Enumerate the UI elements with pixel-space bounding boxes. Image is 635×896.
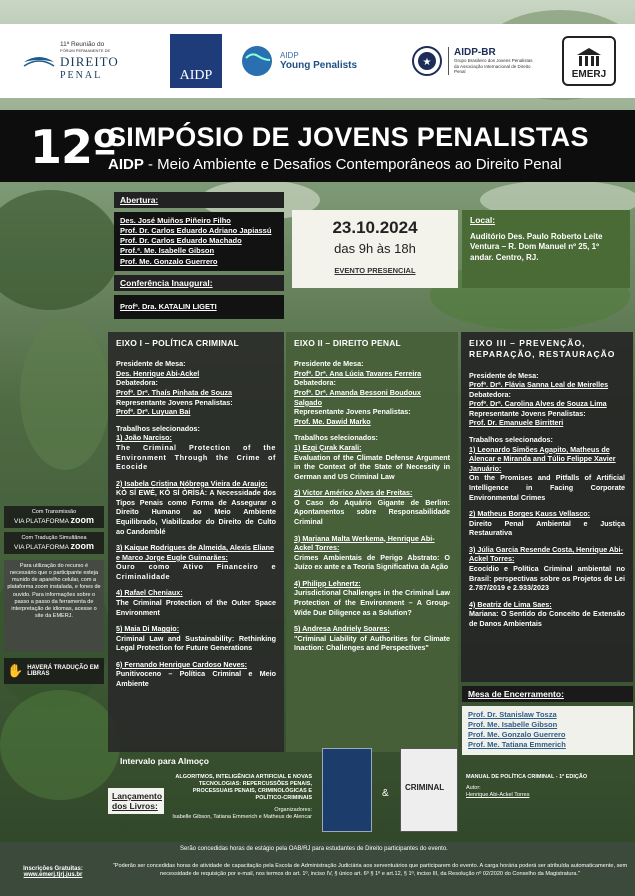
svg-text:★: ★ [422,57,432,68]
book2-cover: CRIMINAL [400,748,458,832]
paper-author: 3) Júlia Garcia Resende Costa, Henrique Abi-Ackel Torres: [469,544,623,564]
eixo-2-column: EIXO II – DIREITO PENAL Presidente de Mesa: Profª. Drª. Ana Lúcia Tavares Ferreira Debatedora: Profª. Drª. Amanda Bessoni Boudoux Salgado Representante Jovens Penalistas: Prof. Me. Dawid Marko Trabalhos selecionados: 1) Ezgi Çırak Karali: Evaluation of the Climate Defense Argument in the Context of the State of Necessity in German and US Criminal Law 2) Victor Américo Alves de Freitas: O Caso do Aquário Gigante de Berlim: Apontamentos sobre Responsabilidade Criminal 3) Mariana Malta Werkema, Henrique Abi-Ackel Torres: Crimes Ambientais de Perigo Abstrato: O Juízo ex ante e a Teoria Significativa da Ação 4) Philipp Lehnertz: Jurisdictional Challenges in the Criminal Law Protection of the Environment – A Group-Wide Due Diligence as a Solution? 5) Andresa Andriely Soares: "Criminal Liability of Authorities for Climate Inaction: Challenges and Perspectives" [286,332,458,752]
emerj-logo: EMERJ [562,24,618,98]
young-penalists-logo: AIDP Young Penalists [240,24,400,98]
globe-icon [240,44,274,78]
paper-author: 4) Beatriz de Lima Saes: [469,599,552,609]
eixo-1-heading: EIXO I – POLÍTICA CRIMINAL [116,338,239,348]
stars-circle-icon [412,46,442,76]
paper-title: Evaluation of the Climate Defense Argument in the Context of the State of Necessity in German and US Criminal Law [294,452,450,481]
paper-title: Ecocídio e Política Criminal ambiental no Brasil: perspectivas sobre os Projetos de Lei 2.787/2019 e 2.933/2023 [469,564,625,593]
eixo-1-column: EIXO I – POLÍTICA CRIMINAL Presidente de Mesa: Des. Henrique Abi-Ackel Debatedora: Profª. Drª. Thaís Pinhata de Souza Representante Jovens Penalistas: Profª. Drª. Luyuan Bai Trabalhos selecionados: 1) João Narciso: The Criminal Protection of the Environment Through the Crime of Ecocide 2) Isabela Cristina Nóbrega Vieira de Araujo: KÒ SÍ EWÉ, KÒ SÍ ÒRÌSÀ: A Necessidade dos Tipos Penais como Forma de Assegurar o Direito Humano ao Meio Ambiente Equilibrado, Viabilizador do Direito de Culto ao Candomblé 3) Kaique Rodrigues de Almeida, Alexis Eliane e Marco Jorge Eugle Guimarães: Ouro como Ativo Financeiro e Criminalidade 4) Rafael Cheniaux: The Criminal Protection of the Outer Space Environment 5) Maia Di Maggio: Criminal Law and Sustainability: Rethinking Legal Protection for Future Generations 6) Fernando Henrique Cardoso Neves: Punitivoceno – Política Criminal e Meio Ambiente [108,332,284,752]
book-icon [22,50,56,72]
oab-note: Serão concedidas horas de estágio pela OAB/RJ para estudantes de Direito participantes do evento. [180,846,448,852]
paper-title: The Criminal Protection of the Environment Through the Crime of Ecocide [116,442,276,472]
zoom-info: Para utilização do recurso é necessário que o participante esteja munido de aparelho celular, com a plataforma zoom instalada, e fones de ouvido. Para informações sobre o passo a passo da ferramenta de interpretação de idiomas, acesse o site da EMERJ. [4,560,104,652]
paper-title: Direito Penal Ambiental e Justiça Restaurativa [469,518,625,538]
paper-title: Criminal Law and Sustainability: Rethinking Legal Protection for Future Generations [116,633,276,653]
paper-author: 4) Rafael Cheniaux: [116,588,183,598]
paper-author: 6) Fernando Henrique Cardoso Neves: [116,659,247,669]
abertura-list [114,212,284,271]
hands-icon: ✋ [7,663,24,678]
inscricoes: Inscrições Gratuitas: www.emerj.tjrj.jus.br [8,866,98,878]
paper-author: 1) Leonardo Simões Agapito, Matheus de Alencar e Miranda and Túlio Felippe Xavier Januário: [469,444,616,473]
book1-info: ALGORITMOS, INTELIGÊNCIA ARTIFICIAL E NOVAS TECNOLOGIAS: REPERCUSSÕES PENAIS, PROCESSUAIS PENAIS, CRIMINOLÓGICAS E POLÍTICO-CRIMINAIS Organizadores: Isabelle Gibson, Tatiana Emmerich e Matheus de Alencar [172,774,312,820]
intervalo-label: Intervalo para Almoço [120,756,209,766]
encerramento-name: Prof. Dr. Stanislaw Tosza [468,710,557,719]
paper-author: 5) Andresa Andriely Soares: [294,624,390,634]
paper-title: Mariana: O Sentido do Conceito de Extensão de Danos Ambientais [469,609,625,628]
aidp-br-logo: ★ AIDP-BR Grupo Brasileiro dos Jovens Penalistas da Associação Internacional de Direito Penal [412,24,542,98]
event-title: SIMPÓSIO DE JOVENS PENALISTAS [108,122,589,152]
abertura-name: Des. José Muiños Piñeiro Filho [120,216,231,225]
abertura-name: Prof. Dr. Carlos Eduardo Machado [120,236,242,246]
date-box [292,210,458,288]
zoom-traducao: Com Tradução Simultânea VIA PLATAFORMA zoom [4,532,104,554]
ampersand: & [382,788,389,799]
event-time: das 9h às 18h [334,241,416,256]
event-subtitle: AIDP - Meio Ambiente e Desafios Contemporâneos ao Direito Penal [108,156,562,173]
paper-title: Punitivoceno – Política Criminal e Meio Ambiente [116,669,276,689]
paper-author: 5) Maia Di Maggio: [116,624,180,634]
eixo-2-heading: EIXO II – DIREITO PENAL [294,338,401,348]
local-address: Auditório Des. Paulo Roberto Leite Ventura – R. Dom Manuel nº 25, 1º andar. Centro, RJ. [470,232,603,262]
paper-author: 3) Mariana Malta Werkema, Henrique Abi-Ackel Torres: [294,533,435,553]
paper-title: Crimes Ambientais de Perigo Abstrato: O Juízo ex ante e a Teoria Significativa da Ação [294,552,450,572]
paper-title: "Criminal Liability of Authorities for Climate Inaction: Challenges and Perspectives" [294,633,450,653]
paper-author: 3) Kaique Rodrigues de Almeida, Alexis Eliane e Marco Jorge Eugle Guimarães: [116,543,275,562]
paper-author: 4) Philipp Lehnertz: [294,578,361,588]
paper-author: 2) Victor Américo Alves de Freitas: [294,488,413,498]
inscricoes-link[interactable]: www.emerj.tjrj.jus.br [23,872,83,878]
title-band [0,110,635,182]
paper-author: 2) Isabela Cristina Nóbrega Vieira de Araujo: [116,478,268,488]
logos-bar [0,24,635,98]
event-date: 23.10.2024 [332,218,418,237]
book2-info: MANUAL DE POLÍTICA CRIMINAL - 1ª EDIÇÃO Autor: Henrique Abi-Ackel Torres [466,774,588,799]
lancamento-label: Lançamento dos Livros: [108,788,164,814]
paper-author: 1) João Narciso: [116,433,172,443]
capacitacao-note: "Poderão ser concedidas horas de atividade de capacitação pela Escola de Administração Judiciária aos serventuários que participarem do evento. A carga horária poderá ser atribuída automaticamente, sem necessidade de requisição por e-mail, nos termos do art. 1º, inciso IV, § único art. 6º § 1º e art.12, § 1º, inciso III, da Resolução nº 02/2020 do Conselho da Magistratura." [112,863,628,878]
edition-number: 12º [30,120,117,174]
zoom-transmissao: Com Transmissão VIA PLATAFORMA zoom [4,506,104,528]
paper-title: Ouro como Ativo Financeiro e Criminalidade [116,562,276,581]
event-type: EVENTO PRESENCIAL [334,266,416,275]
paper-title: Jurisdictional Challenges in the Criminal Law Protection of the Environment – A Group-Wide Due Diligence as a Solution? [294,588,450,617]
forum-logo: 11ª Reunião do FÓRUM PERMANENTE DE DIREITO PENAL [22,24,152,98]
paper-title: On the Promises and Pitfalls of Artificial Intelligence in Facing Corporate Environmental Crimes [469,473,625,502]
paper-title: KÒ SÍ EWÉ, KÒ SÍ ÒRÌSÀ: A Necessidade dos Tipos Penais como Forma de Assegurar o Direito Humano ao Meio Ambiente Equilibrado, Viabilizador do Direito de Culto ao Candomblé [116,488,276,536]
building-icon [575,47,603,69]
footer [0,842,635,896]
abertura-name: Prof.ª. Me. Isabelle Gibson [120,246,215,256]
paper-title: The Criminal Protection of the Outer Space Environment [116,598,276,617]
eixo-3-column: EIXO III – PREVENÇÃO, REPARAÇÃO, RESTAURAÇÃO Presidente de Mesa: Profª. Drª. Flávia Sanna Leal de Meirelles Debatedora: Profª. Drª. Carolina Alves de Souza Lima Representante Jovens Penalistas: Prof. Dr. Emanuele Birritteri Trabalhos selecionados: 1) Leonardo Simões Agapito, Matheus de Alencar e Miranda and Túlio Felippe Xavier Januário: On the Promises and Pitfalls of Artificial Intelligence in Facing Corporate Environmental Crimes 2) Matheus Borges Kauss Vellasco: Direito Penal Ambiental e Justiça Restaurativa 3) Júlia Garcia Resende Costa, Henrique Abi-Ackel Torres: Ecocídio e Política Criminal ambiental no Brasil: perspectivas sobre os Projetos de Lei 2.787/2019 e 2.933/2023 4) Beatriz de Lima Saes: Mariana: O Sentido do Conceito de Extensão de Danos Ambientais [461,332,633,682]
aidp-logo: AIDP [170,24,224,98]
encerramento-list [462,706,633,755]
lancamento-section [0,774,635,842]
paper-author: 2) Matheus Borges Kauss Vellasco: [469,509,591,519]
local-heading: Local: [470,215,496,225]
encerramento-section [462,686,633,755]
encerramento-heading: Mesa de Encerramento: [462,686,633,702]
book1-cover [322,748,372,832]
conferencia-list [114,295,284,319]
conferencia-name: Profª. Dra. KATALIN LIGETI [120,301,217,311]
paper-author: 1) Ezgi Çırak Karali: [294,442,362,452]
conferencia-heading: Conferência Inaugural: [114,275,284,291]
abertura-heading: Abertura: [114,192,284,208]
encerramento-name: Prof. Me. Tatiana Emmerich [468,740,566,750]
eixo-3-heading: EIXO III – PREVENÇÃO, REPARAÇÃO, RESTAURAÇÃO [469,338,616,360]
local-box [462,210,630,288]
abertura-name: Prof. Me. Gonzalo Guerrero [120,256,218,266]
encerramento-name: Prof. Me. Gonzalo Guerrero [468,730,566,740]
libras-badge: ✋ HAVERÁ TRADUÇÃO EM LIBRAS [4,658,104,684]
paper-title: O Caso do Aquário Gigante de Berlim: Apontamentos sobre Responsabilidade Criminal [294,497,450,526]
abertura-section [114,192,284,319]
encerramento-name: Prof. Me. Isabelle Gibson [468,720,558,730]
abertura-name: Prof. Dr. Carlos Eduardo Adriano Japiassú [120,226,272,236]
